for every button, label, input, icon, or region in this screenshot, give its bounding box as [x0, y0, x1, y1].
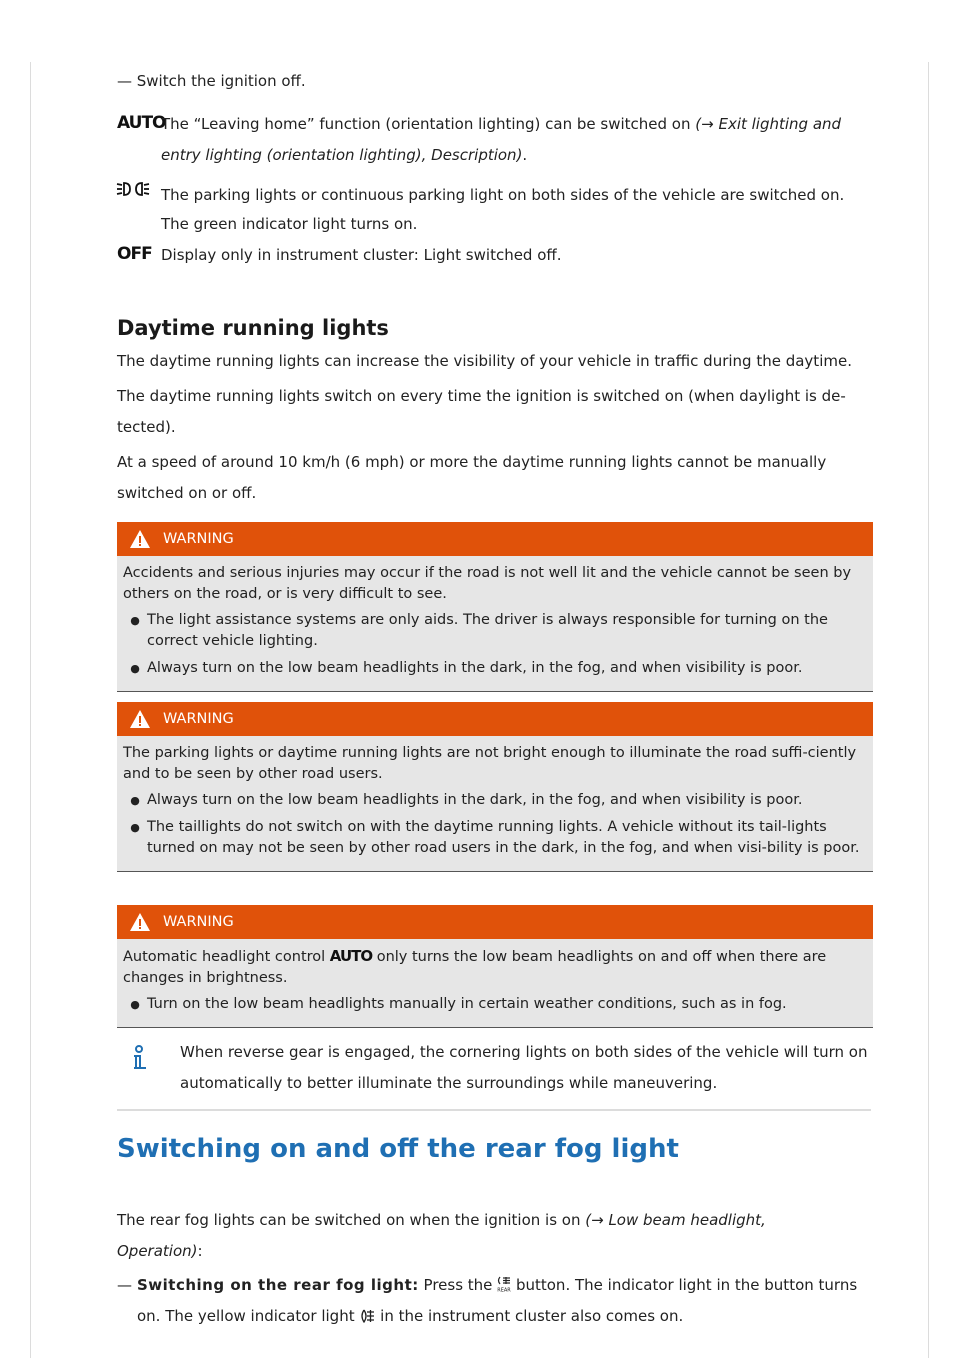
rear-fog-step: [117, 1270, 877, 1332]
switch-off-step: — Switch the ignition off.: [117, 72, 306, 90]
warning-box-1: [117, 522, 873, 692]
parking-lights-icon: [116, 180, 150, 198]
auto-icon: AUTO: [329, 947, 373, 965]
warning-bullet: ● Always turn on the low beam headlights in the dark, in the fog, and when visibility is poor.: [123, 790, 867, 811]
parking-description-line2: The green indicator light turns on.: [161, 215, 418, 233]
rear-fog-step-end: in the instrument cluster also comes on.: [380, 1307, 684, 1325]
auto-description-end: .: [522, 146, 528, 164]
auto-icon: AUTO: [117, 113, 166, 133]
auto-description-text: The “Leaving home” function (orientation lighting) can be switched on: [161, 115, 691, 133]
rear-fog-button-icon: [497, 1276, 511, 1293]
warning-text: [123, 946, 867, 989]
warning-header: [117, 905, 873, 939]
warning-bullet-text: Always turn on the low beam headlights in the dark, in the fog, and when visibility is poor.: [147, 660, 803, 676]
rear-fog-intro: [117, 1205, 817, 1267]
rear-fog-step-label: Switching on the rear fog light:: [137, 1276, 419, 1294]
rear-fog-intro-ref: (→ Low beam headlight, Operation): [117, 1211, 766, 1260]
warning-bullet-text: Turn on the low beam headlights manually in certain weather conditions, such as in fog.: [147, 996, 787, 1012]
parking-description-line1: The parking lights or continuous parking light on both sides of the vehicle are switched on.: [161, 186, 845, 204]
warning-bullet: ● The light assistance systems are only aids. The driver is always responsible for turning on the correct vehicle lighting.: [123, 610, 867, 652]
step-dash: —: [117, 1276, 132, 1294]
warning-bullet: ● The taillights do not switch on with the daytime running lights. A vehicle without its tail-lights turned on may not be seen by other road users in the dark, in the fog, and when visi-bility is poor.: [123, 817, 867, 859]
warning-triangle-icon: [129, 529, 151, 549]
daytime-paragraph-3: At a speed of around 10 km/h (6 mph) or more the daytime running lights cannot be manually switched on or off.: [117, 453, 827, 502]
warning-header: [117, 522, 873, 556]
warning-text: Accidents and serious injuries may occur if the road is not well lit and the vehicle cannot be seen by others on the road, or is very difficult to see.: [123, 565, 852, 602]
warning-title: WARNING: [163, 711, 234, 727]
warning-box-2: [117, 702, 873, 872]
svg-text:REAR: REAR: [497, 1287, 511, 1293]
warning-text-after: only turns the low beam headlights on and off when there are changes in brightness.: [123, 949, 827, 986]
page-margin-line-right: [928, 62, 929, 1358]
daytime-heading: Daytime running lights: [117, 316, 389, 340]
warning-bullet-text: Always turn on the low beam headlights in the dark, in the fog, and when visibility is poor.: [147, 792, 803, 808]
warning-body: [117, 736, 873, 871]
warning-text: The parking lights or daytime running lights are not bright enough to illuminate the road suffi-ciently and to be seen by other road users.: [123, 745, 857, 782]
rear-fog-indicator-icon: [359, 1308, 375, 1324]
info-icon: [129, 1045, 149, 1071]
warning-body: [117, 556, 873, 691]
daytime-paragraph-2: The daytime running lights switch on every time the ignition is switched on (when daylight is de-tected).: [117, 387, 846, 436]
warning-header: [117, 702, 873, 736]
warning-text-before: Automatic headlight control: [123, 949, 326, 965]
off-icon: OFF: [117, 244, 152, 264]
warning-title: WARNING: [163, 531, 234, 547]
warning-bullet: ● Turn on the low beam headlights manually in certain weather conditions, such as in fog.: [123, 994, 867, 1015]
warning-bullet-text: The light assistance systems are only aids. The driver is always responsible for turning on the correct vehicle lighting.: [147, 612, 828, 649]
rear-fog-step-text: [137, 1270, 877, 1332]
warning-title: WARNING: [163, 914, 234, 930]
warning-bullet: ● Always turn on the low beam headlights in the dark, in the fog, and when visibility is poor.: [123, 658, 867, 679]
rear-fog-heading: Switching on and off the rear fog light: [117, 1134, 679, 1164]
off-description: Display only in instrument cluster: Light switched off.: [161, 246, 562, 264]
rear-fog-intro-text: The rear fog lights can be switched on when the ignition is on: [117, 1211, 581, 1229]
page-margin-line-left: [30, 62, 31, 1358]
warning-body: [117, 939, 873, 1027]
warning-bullet-text: The taillights do not switch on with the daytime running lights. A vehicle without its tail-lights turned on may not be seen by other road users in the dark, in the fog, and when visi-bility is poor.: [147, 819, 860, 856]
auto-description-ref: (→ Exit lighting and entry lighting (orientation lighting), Description): [161, 115, 842, 164]
info-note: When reverse gear is engaged, the cornering lights on both sides of the vehicle will turn on automatically to better illuminate the surroundings while maneuvering.: [180, 1043, 868, 1092]
rear-fog-step-press: Press the: [423, 1276, 493, 1294]
warning-box-3: [117, 905, 873, 1028]
auto-description: [161, 109, 876, 171]
warning-triangle-icon: [129, 709, 151, 729]
warning-triangle-icon: [129, 912, 151, 932]
section-separator: [117, 1109, 871, 1111]
daytime-paragraph-1: The daytime running lights can increase the visibility of your vehicle in traffic during the daytime.: [117, 352, 852, 370]
rear-fog-step-after-button: button. The indicator light in the button turns on. The yellow indicator light: [137, 1276, 858, 1325]
rear-fog-intro-end: :: [197, 1242, 203, 1260]
